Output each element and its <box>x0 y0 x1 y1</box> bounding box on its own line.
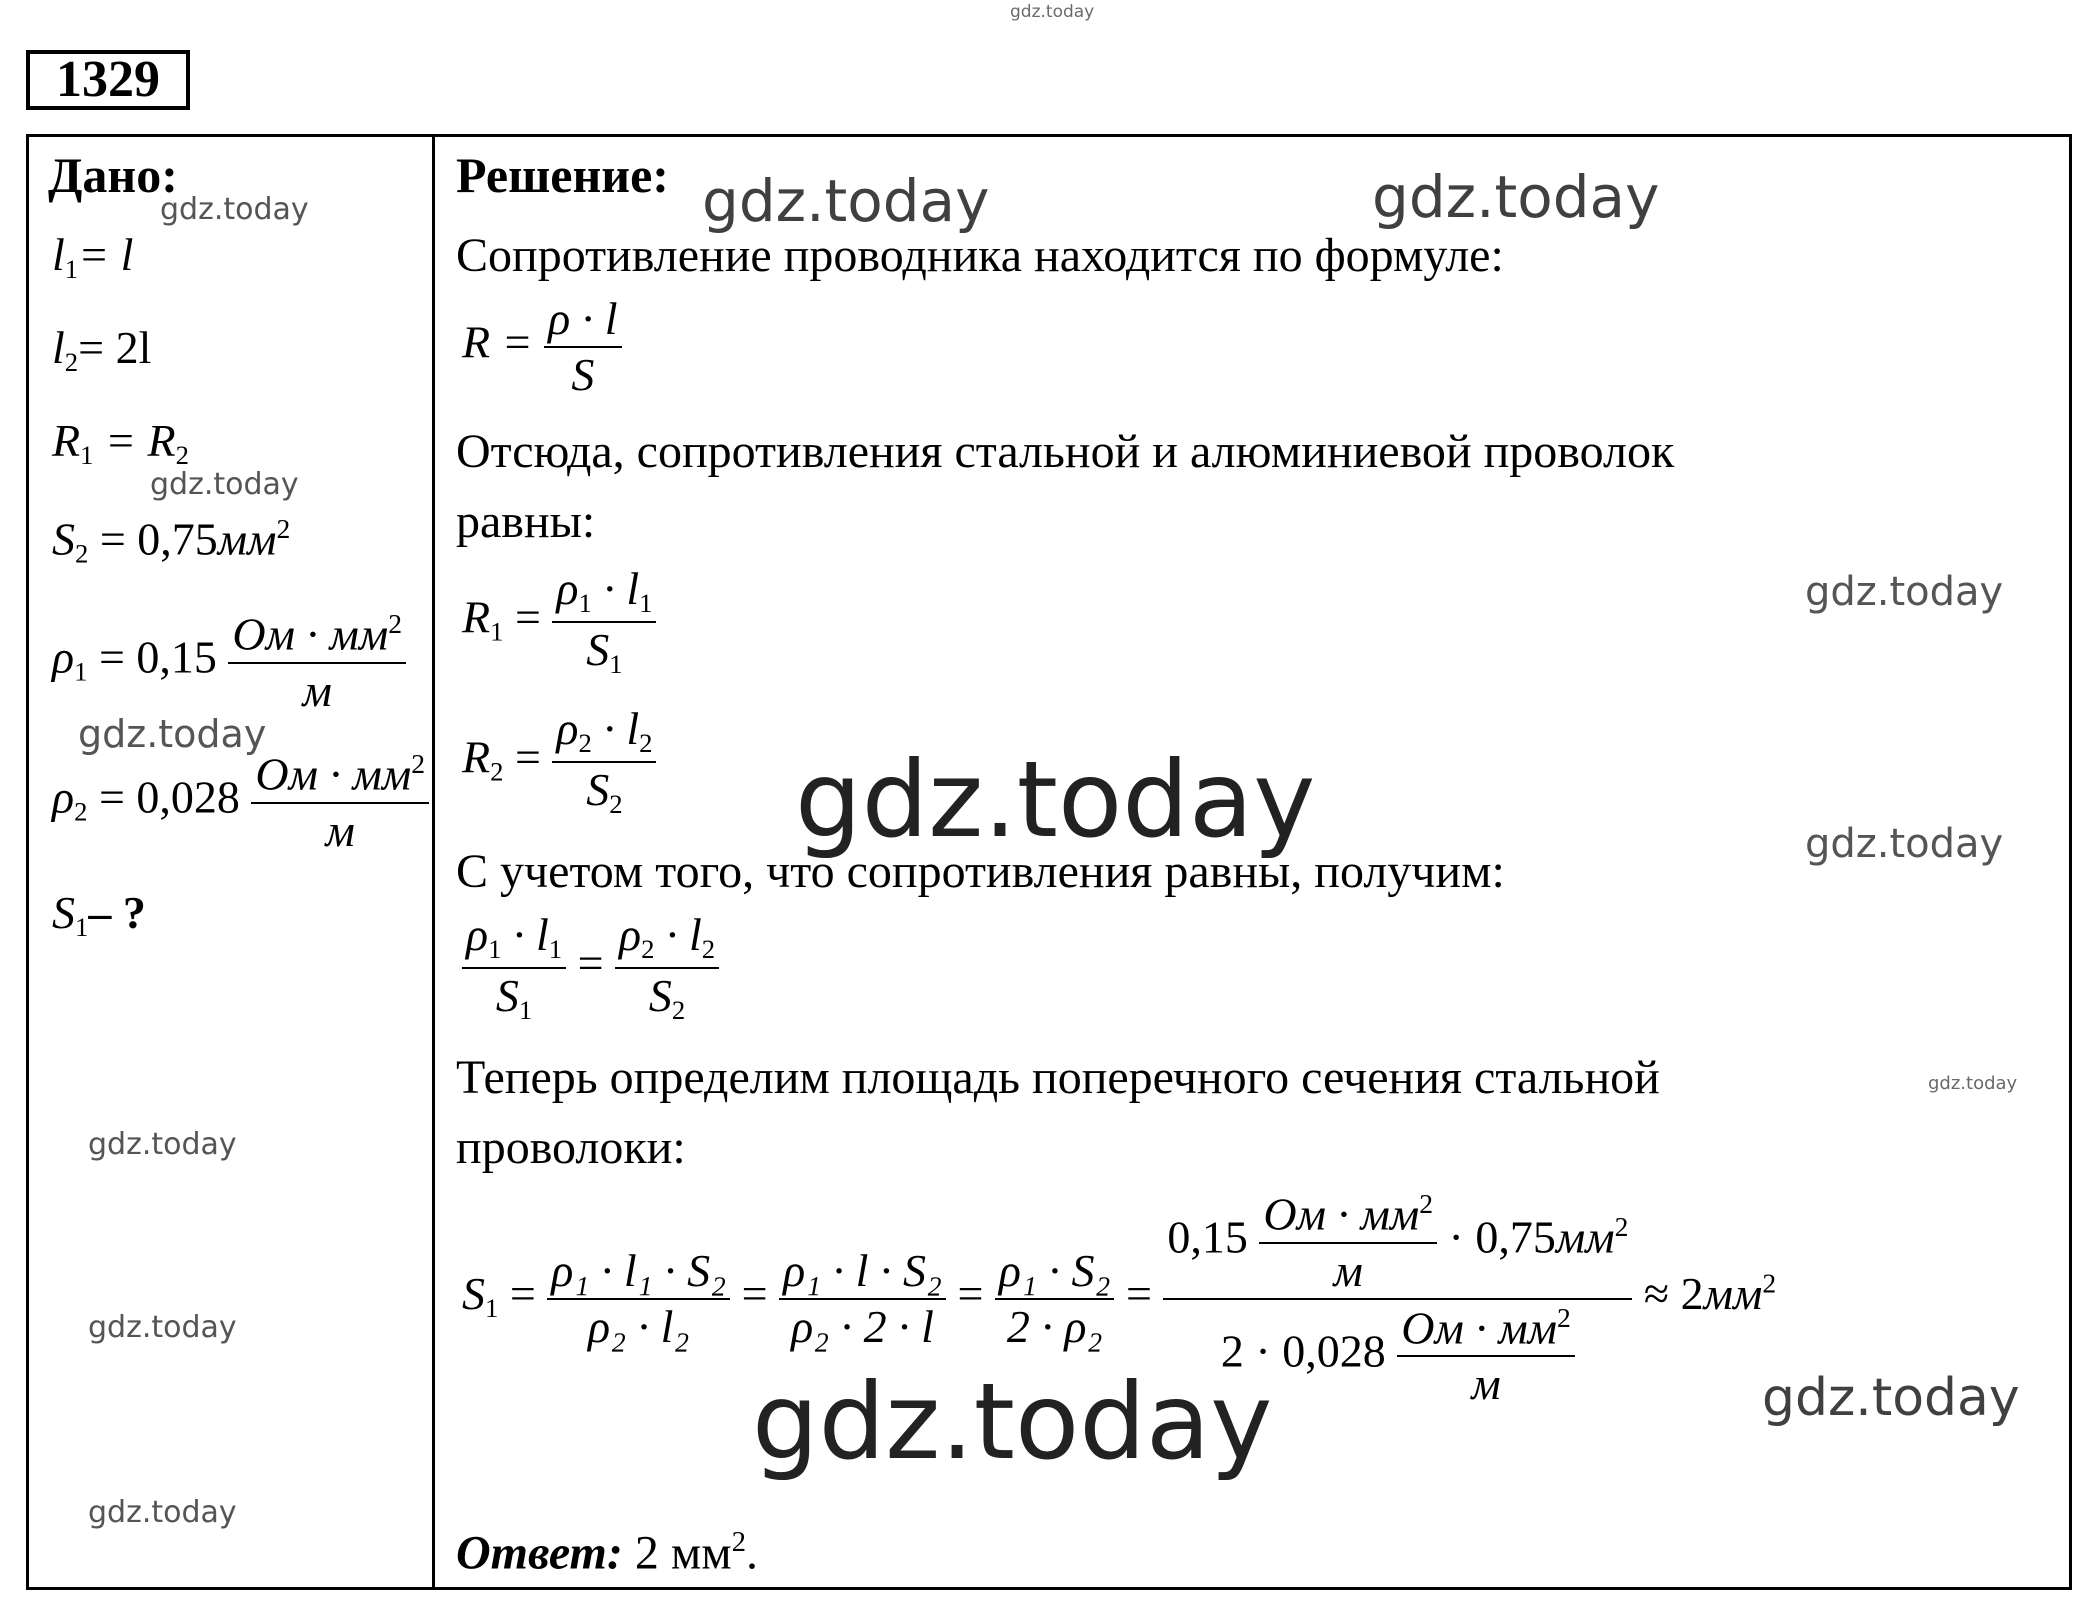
watermark-large: gdz.today <box>795 739 1316 861</box>
watermark: gdz.today <box>88 1310 237 1345</box>
unit-fraction: $\frac{Ом \cdot мм^2}{м}$ <box>228 610 406 714</box>
solution-line-6: проволоки: <box>456 1121 686 1174</box>
watermark: gdz.today <box>88 1127 237 1162</box>
problem-number: 1329 <box>26 50 190 110</box>
given-header: Дано: <box>48 147 178 203</box>
unit-fraction: $\frac{Ом \cdot мм^2}{м}$ <box>251 750 429 854</box>
watermark: gdz.today <box>1805 821 2004 867</box>
formula-r2: $R_2$ = $\frac{\rho_2 \cdot l_2}{S_2}$ <box>462 706 656 817</box>
watermark-large: gdz.today <box>752 1361 1273 1483</box>
formula-final: $S_1$ = $\frac{\text{ρ₁ · l₁ · S₂}}{\text{ρ₂ · l₂}}$ = $\frac{\text{ρ₁ · l · S₂}}{\text{ρ₂ · 2 · l}}$ = $\frac{\text{ρ₁ · S₂}}{\text{2 · ρ₂}}$ = 0,15 $\frac{Ом \cdot мм^2}{м}$ · $0,75мм^2$ 2 · 0,028 $\frac{Ом \cdot мм^2}{м}$ ≈ $2мм^2$ <box>462 1188 1777 1410</box>
solution-line-5: Теперь определим площадь поперечного сечения стальной <box>456 1051 1660 1104</box>
column-divider <box>432 134 435 1590</box>
formula-resistance: R = $\frac{\rho \cdot l}{S}$ <box>462 296 622 398</box>
solution-line-1: Сопротивление проводника находится по формуле: <box>456 229 1504 282</box>
watermark: gdz.today <box>1372 163 1660 231</box>
solution-line-4: С учетом того, что сопротивления равны, получим: <box>456 845 1505 898</box>
given-s2: $S_2 = 0,75мм^2$ <box>52 513 291 569</box>
answer-label: Ответ: <box>456 1526 623 1580</box>
watermark: gdz.today <box>78 712 267 756</box>
formula-r1: $R_1$ = $\frac{\rho_1 \cdot l_1}{S_1}$ <box>462 566 656 677</box>
given-find: $S_1-$ ? <box>52 887 146 942</box>
formula-equality: $\frac{\rho_1 \cdot l_1}{S_1}$ = $\frac{\rho_2 \cdot l_2}{S_2}$ <box>462 912 719 1023</box>
watermark: gdz.today <box>1762 1368 2020 1428</box>
answer: Ответ: 2 $мм^2$. <box>456 1526 759 1580</box>
answer-value: 2 мм <box>622 1526 732 1580</box>
watermark: gdz.today <box>1010 2 1095 22</box>
solution-line-3: равны: <box>456 495 596 548</box>
watermark: gdz.today <box>1805 569 2004 615</box>
watermark: gdz.today <box>88 1495 237 1530</box>
watermark: gdz.today <box>1928 1073 2018 1094</box>
solution-header: Решение: <box>456 147 669 203</box>
given-l2: $l_2= 2l$ <box>52 322 152 377</box>
watermark: gdz.today <box>160 192 309 227</box>
solution-line-2: Отсюда, сопротивления стальной и алюминиевой проволок <box>456 425 1675 478</box>
given-rho2: $\rho_2 = 0,028$ $\frac{Ом \cdot мм^2}{м}$ <box>52 750 429 854</box>
watermark: gdz.today <box>150 467 299 502</box>
given-r-equal: $R_1 = R_2$ <box>52 415 189 470</box>
given-l1: $l_1= l$ <box>52 229 134 284</box>
given-rho1: $\rho_1 = 0,15$ $\frac{Ом \cdot мм^2}{м}$ <box>52 610 406 714</box>
watermark: gdz.today <box>702 167 990 235</box>
